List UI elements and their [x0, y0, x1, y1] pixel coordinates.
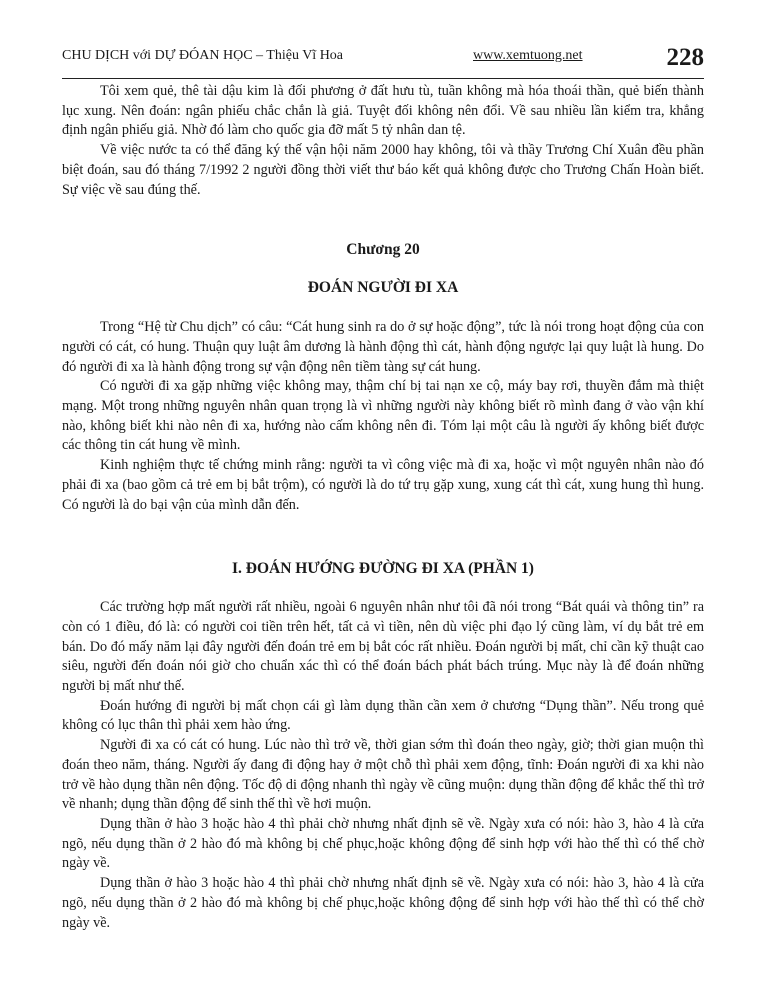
header-divider	[62, 78, 704, 79]
section-paragraph: Người đi xa có cát có hung. Lúc nào thì trở về, thời gian sớm thì đoán theo ngày, giờ; thời gian muộn thì đoán theo năm, tháng. Người ấy đang đi động hay ở một chỗ thì phải xem động, tĩnh: Đoán người đi xa khi nào trở về hào dụng thần nên động. Tốc độ di động nhanh thì ngày về cũng muộn: dụng thần động để khắc thế thì trở về nhanh; dụng thần động để sinh thế thì về hơi muộn.	[62, 737, 704, 813]
page-header	[62, 44, 704, 80]
chapter-paragraph: Trong “Hệ từ Chu dịch” có câu: “Cát hung sinh ra do ở sự hoặc động”, tức là nói trong hoạt động của con người có cát, có hung. Thuận quy luật âm dương là hành động thì cát, hành động ngược lại quy luật là hung. Do đó người đi xa là hành động trong sự vận động nên tiềm tàng sự cát hung.	[62, 319, 704, 375]
page-number: 228	[666, 44, 704, 71]
intro-paragraph: Về việc nước ta có thể đăng ký thế vận hội năm 2000 hay không, tôi và thầy Trương Chí Xuân đều phần biệt đoán, sau đó tháng 7/1992 2 người đồng thời viết thư báo kết quả không được cho Trương Chấn Hoàn biết. Sự việc về sau đúng thế.	[62, 142, 704, 198]
website-link[interactable]: www.xemtuong.net	[473, 48, 583, 63]
section-paragraph: Dụng thần ở hào 3 hoặc hào 4 thì phải chờ nhưng nhất định sẽ về. Ngày xưa có nói: hào 3, hào 4 là cửa ngõ, nếu dụng thần ở 2 hào đó mà không bị chế phục,hoặc không động để sinh hợp với hào thế thì có thể chờ ngày về.	[62, 875, 704, 931]
chapter-paragraph: Kinh nghiệm thực tế chứng minh rằng: người ta vì công việc mà đi xa, hoặc vì một nguyên nhân nào đó phải đi xa (bao gồm cả trẻ em bị bắt trộm), có người là do tứ trụ gặp xung, xung cát thì cát, xung hung thì hung. Có người là do bại vận của mình dẫn đến.	[62, 457, 704, 513]
page-body	[62, 82, 704, 933]
intro-paragraph: Tôi xem quẻ, thê tài dậu kim là đối phương ở đất hưu tù, tuần không mà hóa thoái thần, quẻ biến thành lục xung. Nên đoán: ngân phiếu chắc chắn là giả. Tuyệt đối không nên đổi. Về sau nhiều lần kiểm tra, khẳng định ngân phiếu giả. Nhờ đó làm cho quốc gia đỡ mất 5 tỷ nhân dan tệ.	[62, 83, 704, 139]
chapter-paragraph: Có người đi xa gặp những việc không may, thậm chí bị tai nạn xe cộ, máy bay rơi, thuyền đắm mà thiệt mạng. Một trong những nguyên nhân quan trọng là vì những người này không biết rõ mình đang ở vào vận khí nào, không biết khi nào nên đi xa, hướng nào cấm không nên đi. Tóm lại một câu là người ấy không biết được các thông tin cát hung về mình.	[62, 378, 704, 454]
chapter-title: ĐOÁN NGƯỜI ĐI XA	[307, 279, 459, 297]
section-paragraph: Dụng thần ở hào 3 hoặc hào 4 thì phải chờ nhưng nhất định sẽ về. Ngày xưa có nói: hào 3, hào 4 là cửa ngõ, nếu dụng thần ở 2 hào đó mà không bị chế phục,hoặc không động để sinh hợp với hào thế thì có thể chờ ngày về.	[62, 815, 704, 872]
section-paragraph: Các trường hợp mất người rất nhiều, ngoài 6 nguyên nhân như tôi đã nói trong “Bát quái và thông tin” ra còn có 1 điều, đó là: có người coi tiền trên hết, tất cả vì tiền, nên dù việc phi đạo lý cũng làm, ví dụ bắt trẻ em bán. Do đó mấy năm lại đây người đến đoán trẻ em bị bắt cóc rất nhiều. Đoán người bị mất, chỉ cần kỹ thuật cao siêu, người đến đoán nói giờ cho chuẩn xác thì có thể đoán bách phát bách trúng. Mục này là để đoán những người bị mất như thế.	[62, 599, 704, 695]
section-paragraph: Đoán hướng đi người bị mất chọn cái gì làm dụng thần cần xem ở chương “Dụng thần”. Nếu trong quẻ không có lục thân thì phải xem hào ứng.	[62, 697, 704, 734]
chapter-label: Chương 20	[346, 241, 420, 259]
section-title: I. ĐOÁN HƯỚNG ĐƯỜNG ĐI XA (PHẦN 1)	[232, 560, 534, 578]
book-title: CHU DỊCH với DỰ ĐÓAN HỌC – Thiệu Vĩ Hoa	[62, 48, 344, 63]
